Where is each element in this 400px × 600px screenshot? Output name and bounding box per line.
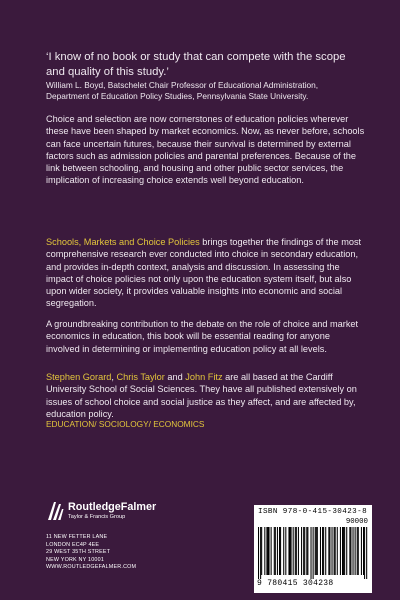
isbn-barcode	[254, 505, 372, 593]
isbn-text: ISBN 978-0-415-30423-8	[258, 508, 368, 516]
address-line: LONDON EC4P 4EE	[46, 541, 100, 548]
review-quote	[46, 50, 366, 102]
author-name: Stephen Gorard	[46, 372, 112, 382]
quote-attribution	[46, 80, 366, 102]
author-separator: ,	[111, 372, 117, 382]
attribution-name: William L. Boyd, Batschelet Chair Professor of Educational Administration,	[46, 80, 319, 90]
book-title-highlight: Schools, Markets and Choice Policies	[46, 237, 200, 247]
blurb-paragraph-2	[46, 236, 366, 310]
blurb-paragraph-3: A groundbreaking contribution to the debate on the role of choice and market economics in education, this book will be essential reading for anyone involved in determining or implementing education policy at all levels.	[46, 319, 359, 354]
publisher-website: WWW.ROUTLEDGEFALMER.COM	[46, 564, 137, 571]
quote-text: ‘I know of no book or study that can compete with the scope and quality of this study.’	[46, 51, 346, 78]
address-line: NEW YORK NY 10001	[46, 556, 105, 563]
author-paragraph	[46, 371, 366, 420]
address-line: 29 WEST 35TH STREET	[46, 549, 111, 556]
ean-number: 9 780415 304238	[257, 579, 334, 588]
price-addon-code: 90000	[345, 518, 368, 526]
subject-categories: EDUCATION/ SOCIOLOGY/ ECONOMICS	[46, 419, 205, 429]
publisher-group: Taylor & Francis Group	[68, 513, 126, 520]
publisher-block	[46, 500, 216, 572]
blurb-paragraph-1: Choice and selection are now cornerstones of education policies wherever these have been shaped by market economics. Now, as never before, schools can face uncertain futures, because their survival is determined by external factors such as admission policies and parental preferences. Because of the link between schooling, and housing and other public sector services, the implication of increasing choice extends well beyond education.	[46, 114, 365, 186]
author-paragraph-text: are all based at the Cardiff University School of Social Sciences. They have all published extensively on issues of school choice and social justice as they affect, and are affected by, education policy.	[46, 372, 357, 419]
attribution-dept: Department of Education Policy Studies, Pennsylvania State University.	[46, 91, 309, 101]
address-line: 11 NEW FETTER LANE	[46, 534, 108, 540]
publisher-name: RoutledgeFalmer	[68, 500, 157, 513]
author-name: John Fitz	[185, 372, 223, 382]
barcode-bars	[258, 527, 368, 579]
author-separator: and	[164, 372, 186, 382]
publisher-logo	[46, 500, 216, 522]
routledge-logo-icon	[46, 500, 64, 522]
blurb-paragraph-2-text: brings together the findings of the most comprehensive research ever conducted into choice in secondary education, and provides in-depth context, analysis and discussion. In assessing the impact of choice policies not only upon the education system itself, but also upon wider society, it provides valuable insights into economic and social segregation.	[46, 237, 362, 309]
publisher-address	[46, 534, 216, 572]
author-name: Chris Taylor	[116, 372, 165, 382]
